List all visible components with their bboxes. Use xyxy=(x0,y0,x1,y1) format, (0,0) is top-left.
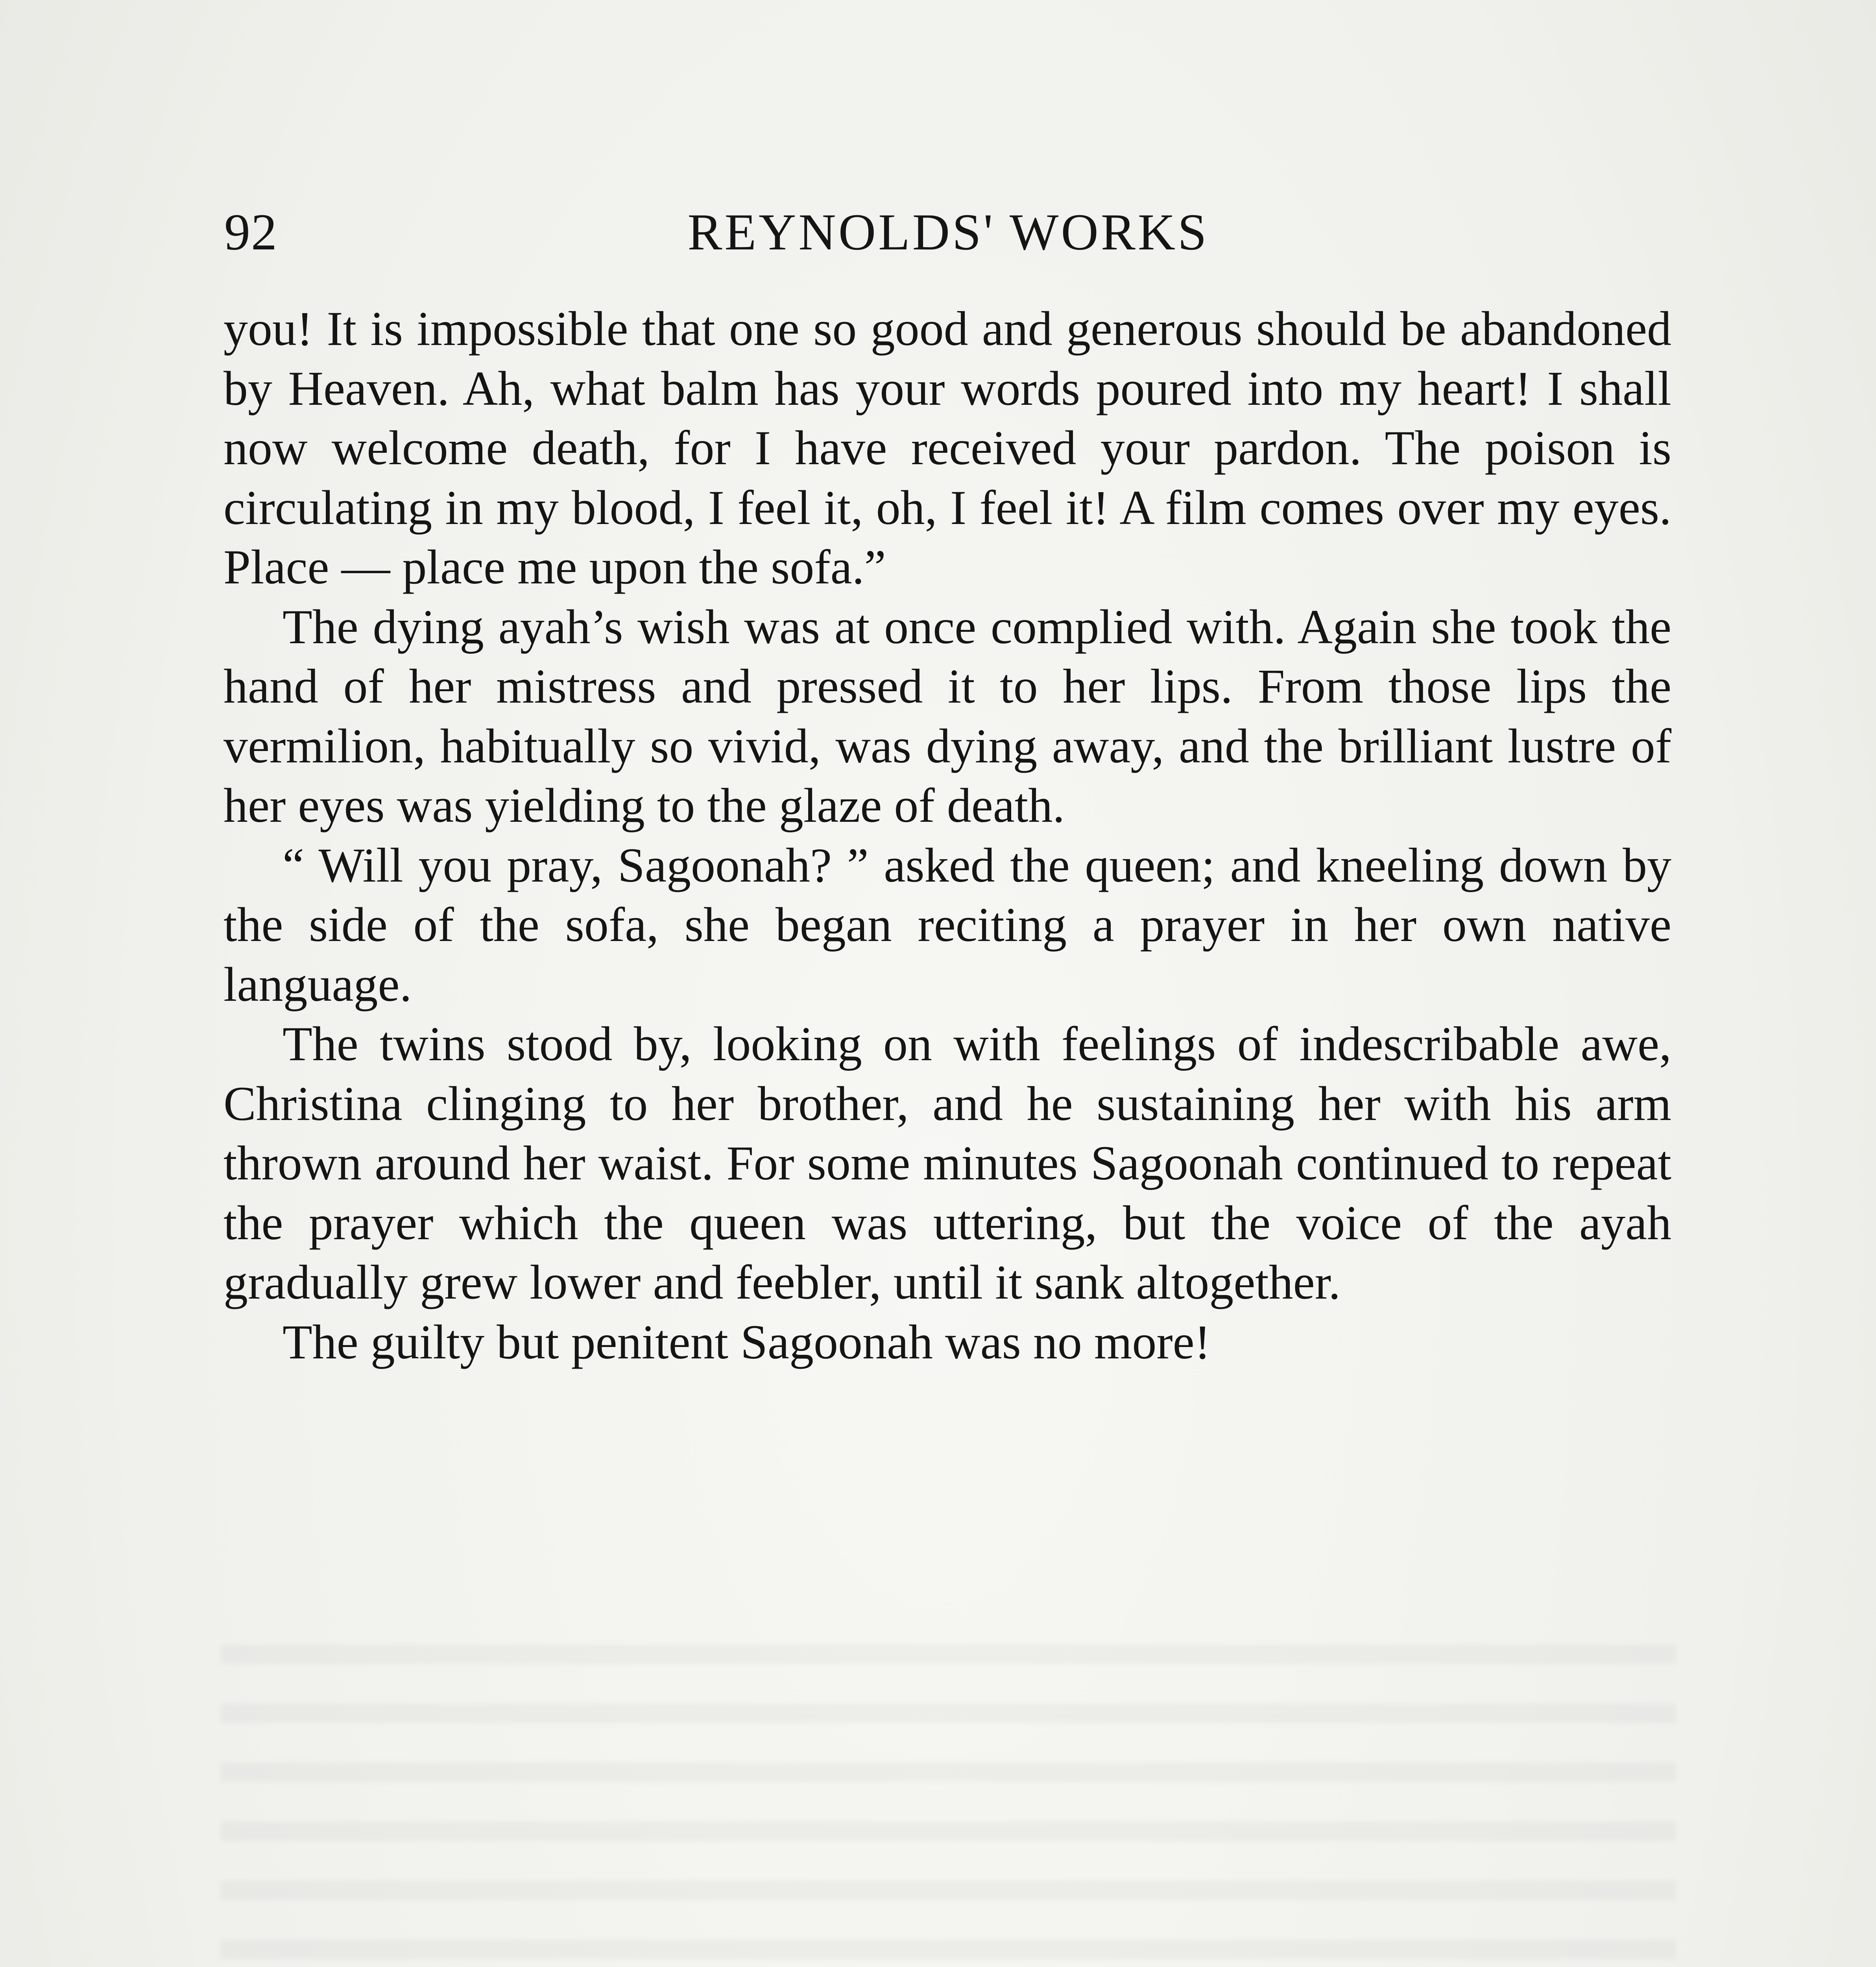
paragraph-2: The dying ayah’s wish was at once complied with. Again she took the hand of her mistress and pressed it to her lips. From those lips the vermilion, habitually so vivid, was dying away, and the brilliant lustre of her eyes was yielding to the glaze of death. xyxy=(223,600,1671,832)
paragraph-1: you! It is impossible that one so good and generous should be abandoned by Heaven. Ah, what balm has your words poured into my heart! I shall now welcome death, for I have received your pardon. The poison is circulating in my blood, I feel it, oh, I feel it! A film comes over my eyes. Place — place me upon the sofa.” xyxy=(223,302,1671,594)
bleed-through-area xyxy=(220,1605,1676,1967)
body-text xyxy=(223,299,1671,1372)
paragraph-4: The twins stood by, looking on with feelings of indescribable awe, Christina clinging to her brother, and he sustaining her with his arm thrown around her waist. For some minutes Sagoonah continued to repeat the prayer which the queen was uttering, but the voice of the ayah gradually grew lower and feebler, until it sank altogether. xyxy=(223,1017,1671,1309)
page-header xyxy=(224,197,1672,275)
paragraph-3: “ Will you pray, Sagoonah? ” asked the queen; and kneeling down by the side of the sofa, she began reciting a prayer in her own native language. xyxy=(223,838,1671,1011)
page-number: 92 xyxy=(224,203,278,261)
paragraph-5: The guilty but penitent Sagoonah was no more! xyxy=(283,1315,1211,1369)
running-title: REYNOLDS' WORKS xyxy=(687,203,1209,261)
